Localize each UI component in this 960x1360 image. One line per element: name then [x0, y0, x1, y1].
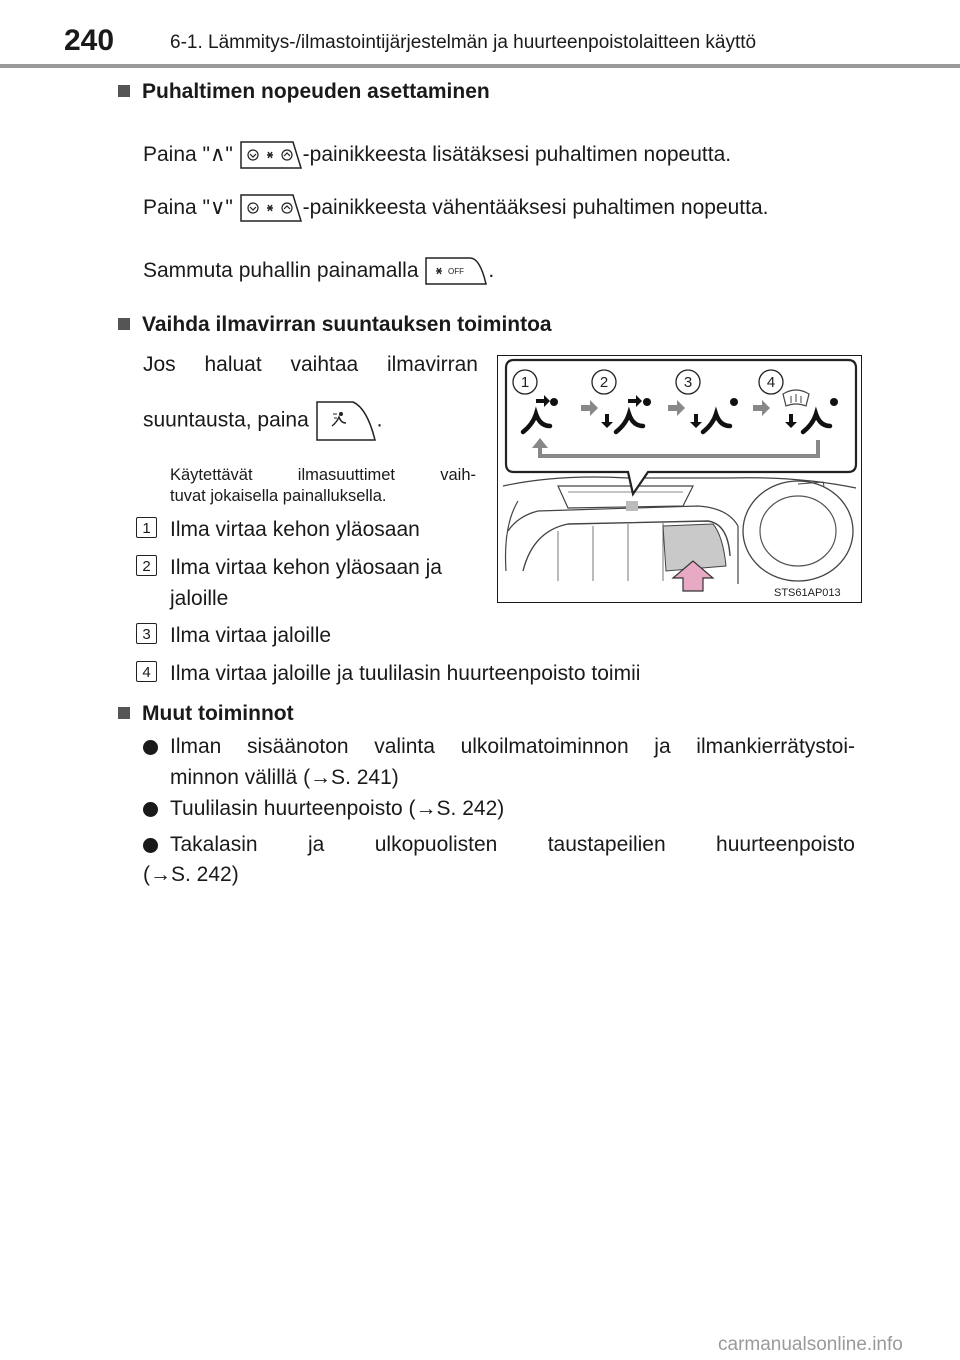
airflow-mode-button-icon [315, 400, 377, 442]
airflow-intro-line2: suuntausta, paina . [143, 400, 382, 442]
fan-off-button-icon [424, 256, 488, 286]
other-bullet-3-line2[interactable]: (→S. 242) [143, 863, 239, 886]
item-number-badge: 3 [136, 623, 157, 644]
figure-label-1: 1 [520, 374, 530, 391]
other-bullet-3-line1: Takalasin ja ulkopuolisten taustapeilien huurteenpoisto [170, 833, 855, 856]
airflow-note-line2: tuvat jokaisella painalluksella. [170, 487, 387, 505]
section-bullet-icon [118, 707, 130, 719]
section-bullet-icon [118, 85, 130, 97]
airflow-note-line1: Käytettävät ilmasuuttimet vaih- [170, 466, 476, 484]
fan-increase-line: Paina "∧" -painikkeesta lisätäksesi puhaltimen nopeutta. [143, 140, 731, 170]
item-number-badge: 1 [136, 517, 157, 538]
figure-label-4: 4 [766, 374, 776, 391]
airflow-intro-line1: Jos haluat vaihtaa ilmavirran [143, 353, 478, 376]
fan-speed-button-icon [239, 193, 303, 223]
section-bullet-icon [118, 318, 130, 330]
other-bullet-2-line1[interactable]: Tuulilasin huurteenpoisto (→S. 242) [170, 797, 505, 820]
airflow-item-4-text: Ilma virtaa jaloille ja tuulilasin huurteenpoisto toimii [170, 662, 641, 685]
bullet-dot-icon [143, 740, 158, 760]
other-bullet-1-line1: Ilman sisäänoton valinta ulkoilmatoiminnon ja ilmankierrätystoi- [170, 735, 855, 758]
watermark: carmanualsonline.info [718, 1334, 903, 1355]
section-heading-other: Muut toiminnot [118, 702, 294, 726]
page-number: 240 [64, 24, 115, 57]
figure-label-3: 3 [683, 374, 693, 391]
off-label: OFF [448, 267, 465, 277]
climate-panel-drawing [498, 356, 860, 601]
item-number-badge: 4 [136, 661, 157, 682]
bullet-dot-icon [143, 838, 158, 858]
fan-speed-button-icon [239, 140, 303, 170]
figure-label-2: 2 [599, 374, 609, 391]
airflow-illustration [497, 355, 862, 603]
airflow-item-3-text: Ilma virtaa jaloille [170, 624, 332, 647]
chapter-title: 6-1. Lämmitys-/ilmastointijärjestelmän ja huurteenpoistolaitteen käyttö [170, 32, 757, 53]
item-number-badge: 2 [136, 555, 157, 576]
fan-decrease-line: Paina "∨" -painikkeesta vähentääksesi puhaltimen nopeutta. [143, 193, 768, 223]
airflow-item-1-text: Ilma virtaa kehon yläosaan [170, 518, 420, 541]
airflow-item-2-text-cont: jaloille [170, 587, 229, 610]
fan-off-line: Sammuta puhallin painamalla OFF . [143, 256, 494, 286]
airflow-item-2-text: Ilma virtaa kehon yläosaan ja [170, 556, 442, 579]
figure-code: STS61AP013 [774, 587, 841, 599]
header-rule [0, 64, 960, 68]
section-heading-airflow: Vaihda ilmavirran suuntauksen toimintoa [118, 313, 552, 337]
bullet-dot-icon [143, 802, 158, 822]
section-heading-fan-speed: Puhaltimen nopeuden asettaminen [118, 80, 490, 104]
other-bullet-1-line2[interactable]: minnon välillä (→S. 241) [170, 766, 399, 789]
